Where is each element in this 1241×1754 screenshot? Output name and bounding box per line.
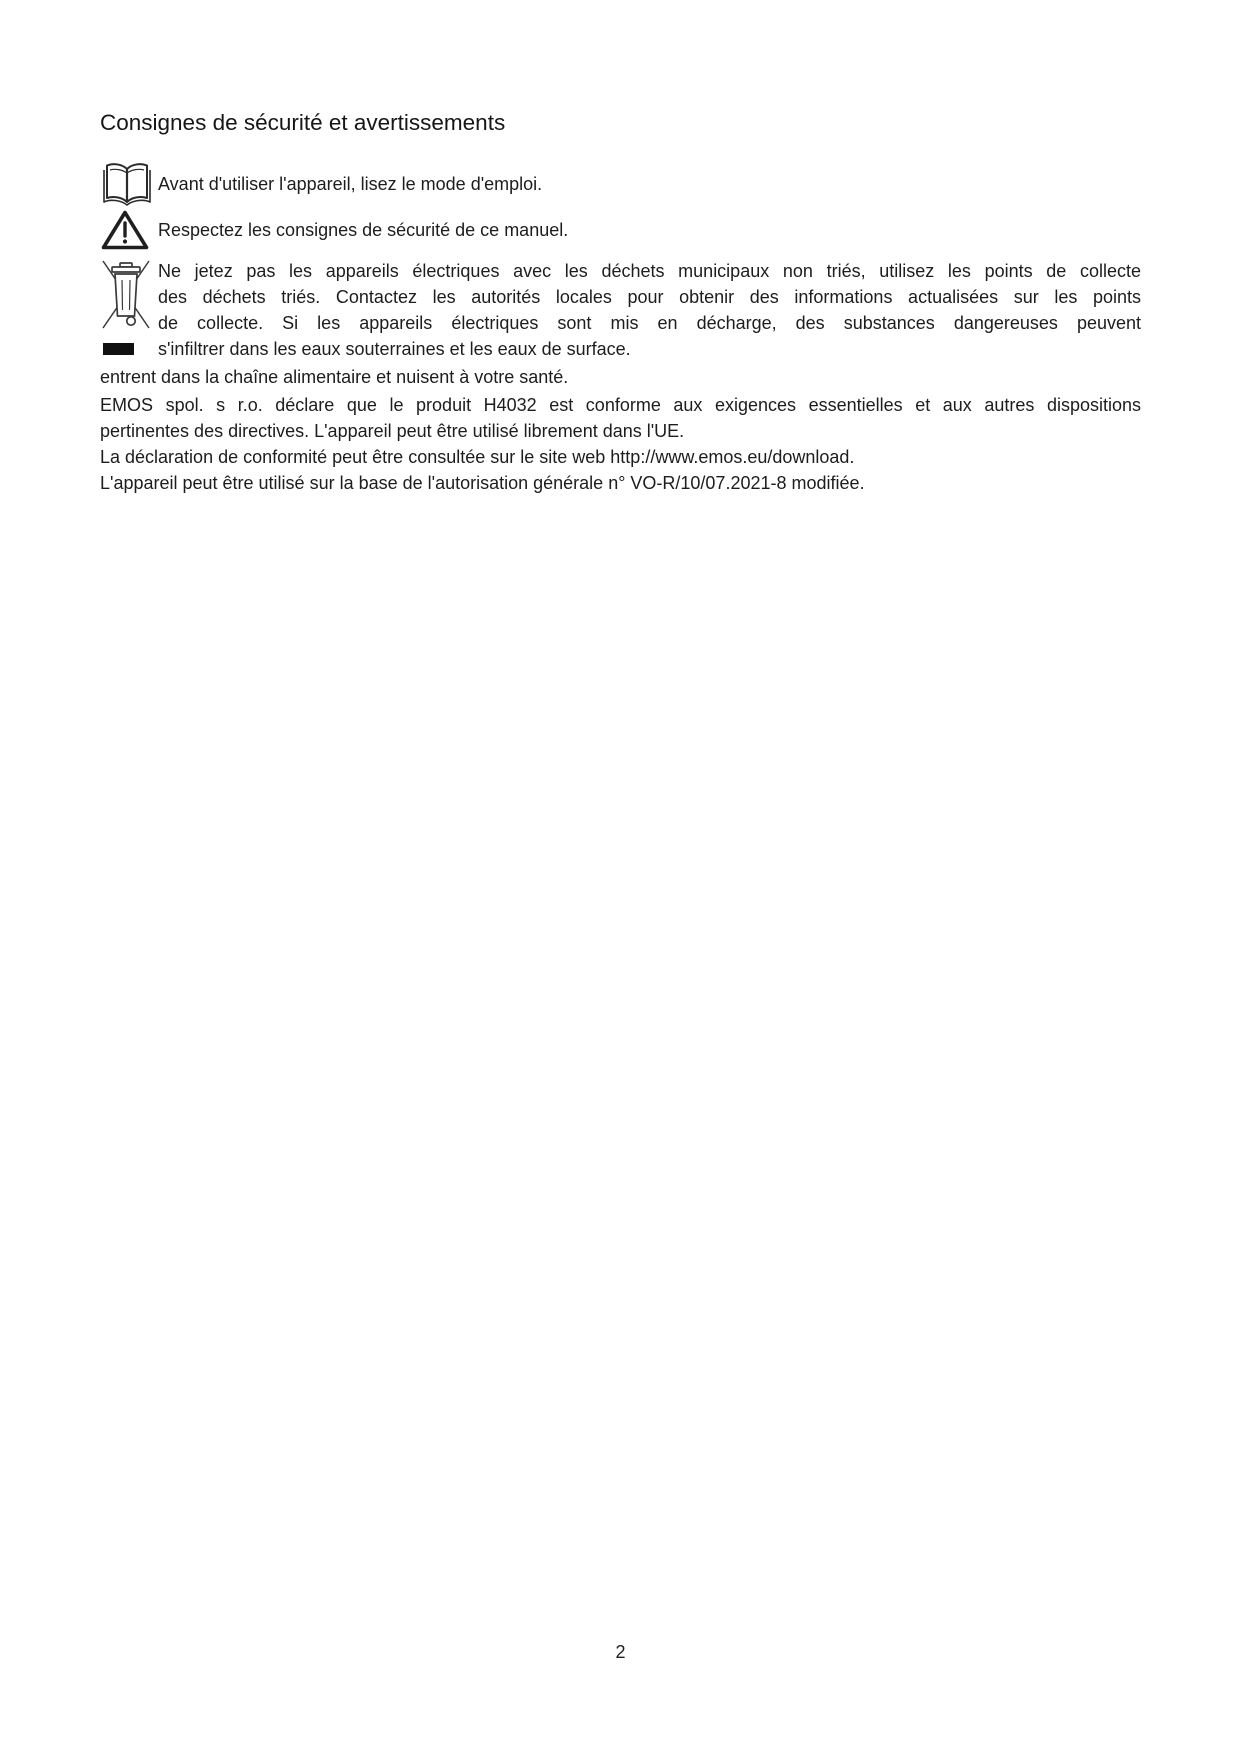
compliance-declaration [100,392,1141,444]
compliance-declaration-line: EMOS spol. s r.o. déclare que le produit H4032 est conforme aux exigences essentielles et aux autres dispositions [100,395,1141,415]
weee-notice [100,258,1141,362]
authorization-note-text: L'appareil peut être utilisé sur la base de l'autorisation générale n° VO-R/10/07.2021-8 modifiée. [100,473,865,493]
weee-line: de collecte. Si les appareils électriques sont mis en décharge, des substances dangereuses peuvent [158,313,1141,333]
conformity-note-text: La déclaration de conformité peut être consultée sur le site web http://www.emos.eu/download. [100,447,855,467]
page-content [100,108,1141,496]
weee-continuation-text: entrent dans la chaîne alimentaire et nuisent à votre santé. [100,367,569,387]
weee-black-bar [103,343,134,355]
weee-line: des déchets triés. Contactez les autorités locales pour obtenir des informations actualisées sur les points [158,287,1141,307]
weee-notice-text [158,258,1141,362]
warning-triangle-icon [100,209,158,251]
page-title: Consignes de sécurité et avertissements [100,110,506,135]
notice-follow-safety-text: Respectez les consignes de sécurité de ce manuel. [158,220,569,240]
notice-follow-safety [100,208,1141,252]
page-number: 2 [615,1642,626,1662]
weee-crossed-bin-icon [100,258,158,358]
weee-line: Ne jetez pas les appareils électriques avec les déchets municipaux non triés, utilisez les points de collecte [158,261,1141,281]
open-book-icon [100,161,158,207]
notice-read-manual-text: Avant d'utiliser l'appareil, lisez le mode d'emploi. [158,174,543,194]
compliance-declaration-line: pertinentes des directives. L'appareil peut être utilisé librement dans l'UE. [100,421,685,441]
weee-line: s'infiltrer dans les eaux souterraines et les eaux de surface. [158,339,631,359]
notice-read-manual [100,160,1141,208]
